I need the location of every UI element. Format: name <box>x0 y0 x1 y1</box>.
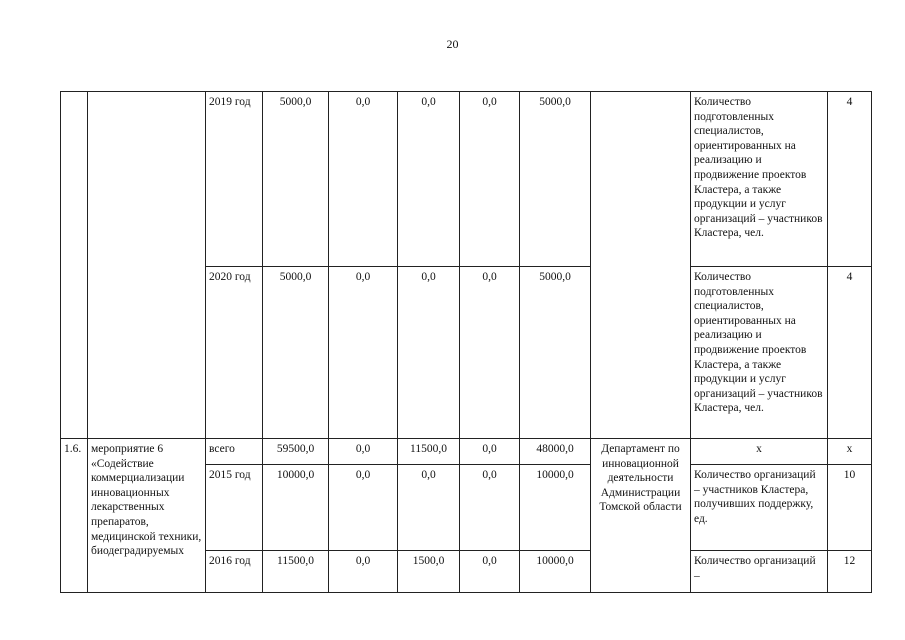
federal-budget-cell: 0,0 <box>329 551 398 593</box>
year-cell: 2016 год <box>206 551 263 593</box>
total-cell: 5000,0 <box>263 267 329 439</box>
program-table <box>60 91 872 593</box>
executor-cell: Департамент по инновационной деятельности Администрации Томской области <box>591 439 691 593</box>
year-cell: 2015 год <box>206 465 263 551</box>
total-cell: 10000,0 <box>263 465 329 551</box>
federal-budget-cell: 0,0 <box>329 92 398 267</box>
extrabudget-cell: 10000,0 <box>520 465 591 551</box>
indicator-name-cell: Количество организаций – участников Кластера, получивших поддержку, ед. <box>691 465 828 551</box>
regional-budget-cell: 1500,0 <box>398 551 460 593</box>
indicator-name-cell: Количество организаций – <box>691 551 828 593</box>
local-budget-cell: 0,0 <box>460 551 520 593</box>
year-cell: 2019 год <box>206 92 263 267</box>
extrabudget-cell: 5000,0 <box>520 92 591 267</box>
item-number-cell <box>61 92 88 439</box>
regional-budget-cell: 11500,0 <box>398 439 460 465</box>
federal-budget-cell: 0,0 <box>329 267 398 439</box>
table-row <box>61 92 872 267</box>
local-budget-cell: 0,0 <box>460 267 520 439</box>
item-name-cell: мероприятие 6 «Содействие коммерциализации инновационных лекарственных препаратов, медицинской техники, биодеградируемых <box>88 439 206 593</box>
indicator-value-cell: 4 <box>828 267 872 439</box>
local-budget-cell: 0,0 <box>460 465 520 551</box>
item-name-cell <box>88 92 206 439</box>
extrabudget-cell: 5000,0 <box>520 267 591 439</box>
extrabudget-cell: 10000,0 <box>520 551 591 593</box>
table-row <box>61 439 872 465</box>
indicator-value-cell: 10 <box>828 465 872 551</box>
local-budget-cell: 0,0 <box>460 92 520 267</box>
regional-budget-cell: 0,0 <box>398 267 460 439</box>
indicator-name-cell: Количество подготовленных специалистов, ориентированных на реализацию и продвижение проектов Кластера, а также продукции и услуг организаций – участников Кластера, чел. <box>691 267 828 439</box>
extrabudget-cell: 48000,0 <box>520 439 591 465</box>
local-budget-cell: 0,0 <box>460 439 520 465</box>
indicator-name-cell: Количество подготовленных специалистов, ориентированных на реализацию и продвижение проектов Кластера, а также продукции и услуг организаций – участников Кластера, чел. <box>691 92 828 267</box>
year-cell: 2020 год <box>206 267 263 439</box>
total-cell: 59500,0 <box>263 439 329 465</box>
total-cell: 11500,0 <box>263 551 329 593</box>
indicator-value-cell: х <box>828 439 872 465</box>
federal-budget-cell: 0,0 <box>329 465 398 551</box>
total-cell: 5000,0 <box>263 92 329 267</box>
indicator-value-cell: 12 <box>828 551 872 593</box>
federal-budget-cell: 0,0 <box>329 439 398 465</box>
regional-budget-cell: 0,0 <box>398 465 460 551</box>
indicator-value-cell: 4 <box>828 92 872 267</box>
indicator-name-cell: х <box>691 439 828 465</box>
regional-budget-cell: 0,0 <box>398 92 460 267</box>
item-number-cell: 1.6. <box>61 439 88 593</box>
page-number: 20 <box>446 37 459 51</box>
executor-cell <box>591 92 691 439</box>
year-cell: всего <box>206 439 263 465</box>
